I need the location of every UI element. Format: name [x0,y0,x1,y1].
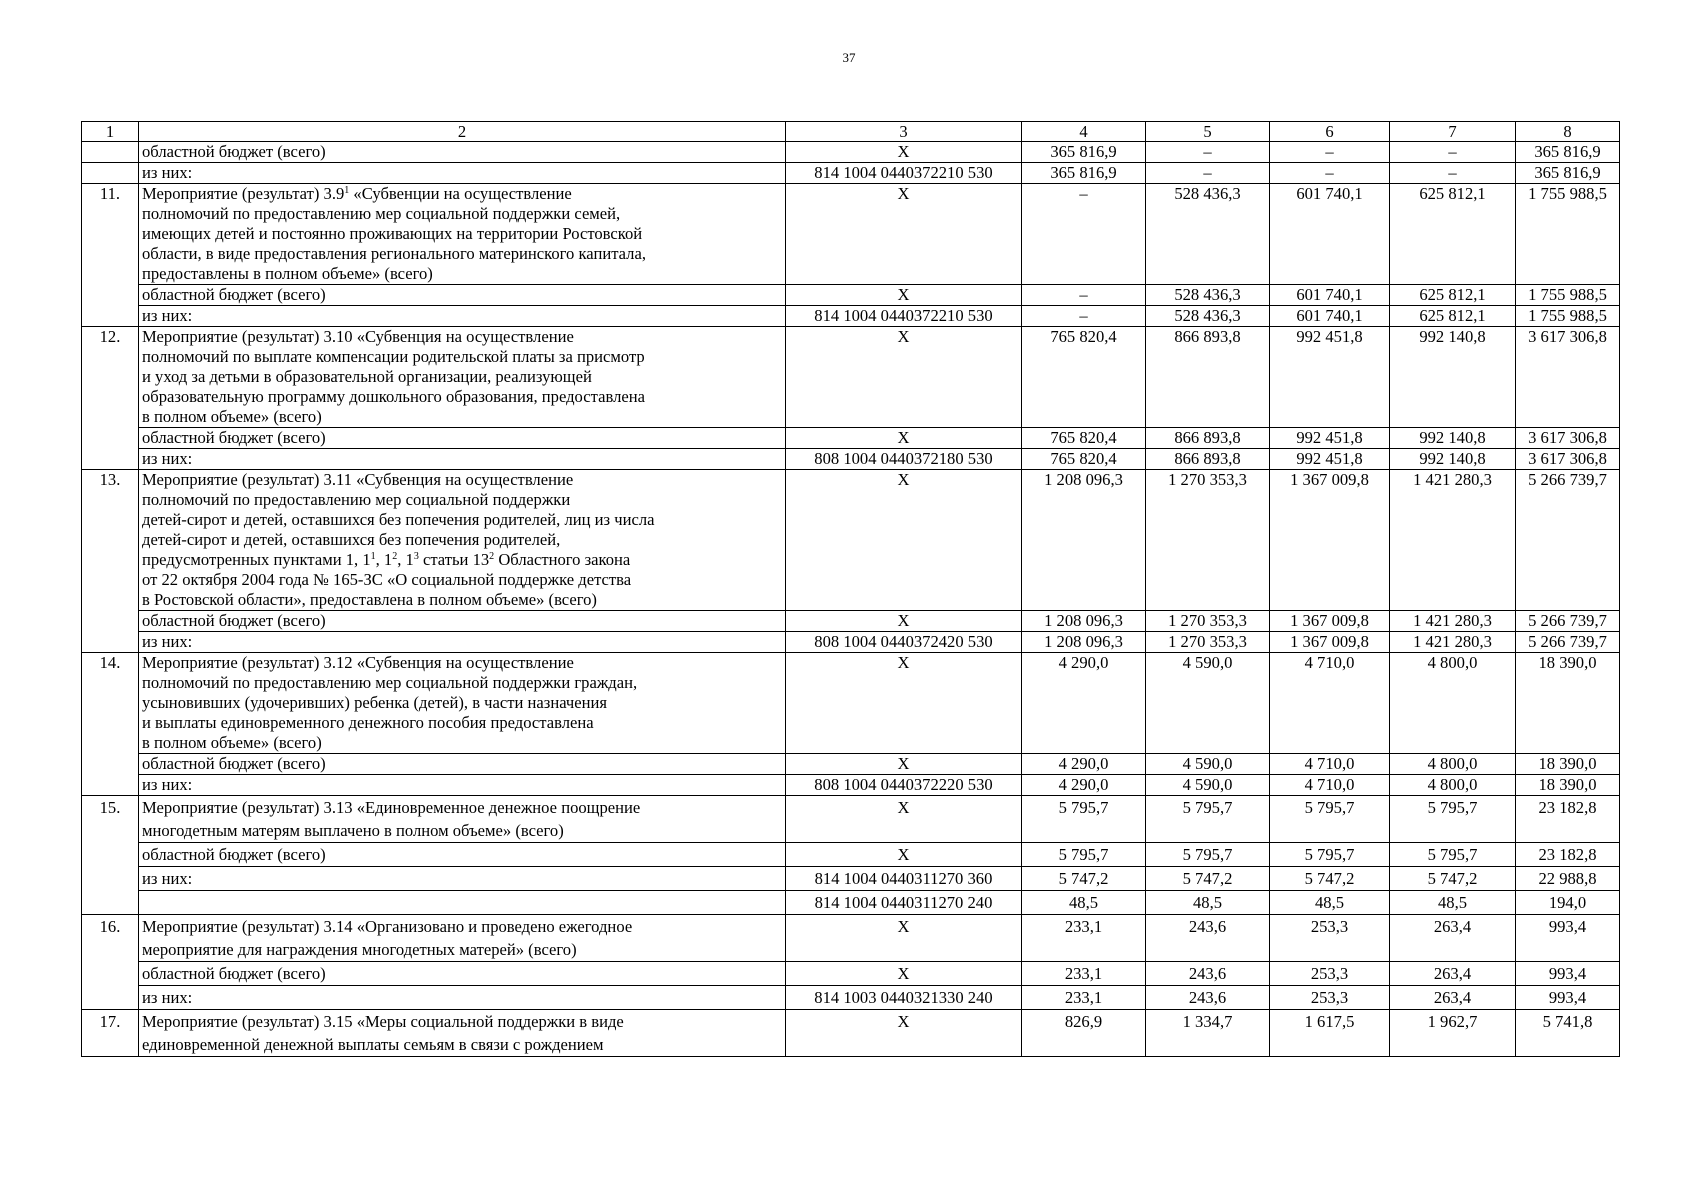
budget-subrow [82,986,1620,1010]
value-cell: 5 747,2 [1146,867,1270,891]
value-cell: – [1022,184,1146,285]
description-text: полномочий по предоставлению мер социальной поддержки граждан, [142,673,638,692]
description-text: предоставлены в полном объеме» (всего) [142,264,433,283]
value-cell: 601 740,1 [1270,184,1390,285]
value-cell: 5 795,7 [1270,843,1390,867]
value-cell: 992 140,8 [1390,449,1516,470]
row-label: из них: [139,986,786,1010]
row-number-cell [82,142,139,163]
value-cell: 765 820,4 [1022,449,1146,470]
budget-code: 808 1004 0440372180 530 [786,449,1022,470]
value-cell: 4 590,0 [1146,754,1270,775]
value-cell: 1 367 009,8 [1270,470,1390,611]
description-text: мероприятие для награждения многодетных матерей» (всего) [142,940,577,959]
value-cell: 253,3 [1270,986,1390,1010]
value-cell: 253,3 [1270,962,1390,986]
description-line [142,570,782,590]
budget-code: X [786,754,1022,775]
budget-code: X [786,843,1022,867]
item-description [139,915,786,962]
budget-subrow [82,891,1620,915]
value-cell: 601 740,1 [1270,306,1390,327]
value-cell: 23 182,8 [1516,843,1620,867]
value-cell: 5 741,8 [1516,1010,1620,1057]
value-cell: 1 270 353,3 [1146,632,1270,653]
description-line [142,938,782,961]
budget-subrow [82,962,1620,986]
value-cell: 1 208 096,3 [1022,632,1146,653]
value-cell: 365 816,9 [1022,142,1146,163]
description-line [142,915,782,938]
budget-code: X [786,915,1022,962]
value-cell: 4 710,0 [1270,754,1390,775]
description-text: Мероприятие (результат) 3.10 «Субвенция на осуществление [142,327,574,346]
budget-code: X [786,285,1022,306]
row-label [139,891,786,915]
description-line [142,733,782,753]
budget-code: 814 1004 0440311270 360 [786,867,1022,891]
value-cell: 1 421 280,3 [1390,632,1516,653]
value-cell: 5 795,7 [1022,843,1146,867]
value-cell: 1 270 353,3 [1146,470,1270,611]
value-cell: 48,5 [1390,891,1516,915]
budget-code: X [786,962,1022,986]
budget-item-row [82,470,1620,611]
value-cell: 992 451,8 [1270,327,1390,428]
value-cell: 1 617,5 [1270,1010,1390,1057]
description-text: , 1 [397,550,414,569]
row-label: областной бюджет (всего) [139,962,786,986]
budget-code: 814 1004 0440372210 530 [786,306,1022,327]
description-text: детей-сирот и детей, оставшихся без попечения родителей, лиц из числа [142,510,655,529]
value-cell: 243,6 [1146,962,1270,986]
description-text: «Субвенции на осуществление [349,184,572,203]
value-cell: 4 590,0 [1146,775,1270,796]
value-cell: 866 893,8 [1146,428,1270,449]
budget-code: 808 1004 0440372220 530 [786,775,1022,796]
header-cell: 4 [1022,122,1146,142]
row-label: из них: [139,867,786,891]
page-number: 37 [842,50,856,65]
description-line [142,550,782,570]
description-text: имеющих детей и постоянно проживающих на территории Ростовской [142,224,643,243]
value-cell: 625 812,1 [1390,285,1516,306]
value-cell: 1 421 280,3 [1390,470,1516,611]
description-text: Мероприятие (результат) 3.12 «Субвенция на осуществление [142,653,574,672]
value-cell: 765 820,4 [1022,428,1146,449]
budget-subrow [82,754,1620,775]
value-cell: 1 755 988,5 [1516,285,1620,306]
description-line [142,387,782,407]
row-label: областной бюджет (всего) [139,611,786,632]
item-description [139,796,786,843]
value-cell: 601 740,1 [1270,285,1390,306]
description-text: Мероприятие (результат) 3.11 «Субвенция на осуществление [142,470,574,489]
value-cell: 22 988,8 [1516,867,1620,891]
description-line [142,347,782,367]
value-cell: 992 451,8 [1270,428,1390,449]
budget-item-row [82,327,1620,428]
value-cell: 992 140,8 [1390,327,1516,428]
description-line [142,819,782,842]
row-number: 13. [82,470,139,653]
description-line [142,244,782,264]
value-cell: 826,9 [1022,1010,1146,1057]
value-cell: 1 962,7 [1390,1010,1516,1057]
item-description [139,184,786,285]
description-line [142,490,782,510]
header-cell: 1 [82,122,139,142]
value-cell: – [1146,163,1270,184]
value-cell: 5 795,7 [1270,796,1390,843]
value-cell: 4 800,0 [1390,653,1516,754]
value-cell: 4 590,0 [1146,653,1270,754]
row-label: из них: [139,163,786,184]
value-cell: 5 747,2 [1390,867,1516,891]
value-cell: 5 747,2 [1022,867,1146,891]
description-text: полномочий по выплате компенсации родительской платы за присмотр [142,347,645,366]
budget-code: X [786,796,1022,843]
description-line [142,224,782,244]
value-cell: 992 140,8 [1390,428,1516,449]
description-text: и уход за детьми в образовательной организации, реализующей [142,367,592,386]
value-cell: 1 208 096,3 [1022,470,1146,611]
description-line [142,510,782,530]
value-cell: 765 820,4 [1022,327,1146,428]
description-text: Мероприятие (результат) 3.13 «Единовременное денежное поощрение [142,798,641,817]
value-cell: 5 795,7 [1022,796,1146,843]
row-label: областной бюджет (всего) [139,754,786,775]
value-cell: 528 436,3 [1146,285,1270,306]
value-cell: 625 812,1 [1390,184,1516,285]
value-cell: – [1022,285,1146,306]
budget-table [81,121,1620,1057]
description-text: Мероприятие (результат) 3.15 «Меры социальной поддержки в виде [142,1012,624,1031]
value-cell: 243,6 [1146,915,1270,962]
row-label: областной бюджет (всего) [139,142,786,163]
budget-code: 814 1003 0440321330 240 [786,986,1022,1010]
value-cell: 993,4 [1516,986,1620,1010]
budget-subrow [82,867,1620,891]
description-line [142,184,782,204]
value-cell: 4 290,0 [1022,775,1146,796]
value-cell: 365 816,9 [1516,142,1620,163]
row-label: областной бюджет (всего) [139,843,786,867]
value-cell: 1 334,7 [1146,1010,1270,1057]
value-cell: 48,5 [1270,891,1390,915]
description-line [142,1010,782,1033]
budget-item-row [82,653,1620,754]
budget-code: 808 1004 0440372420 530 [786,632,1022,653]
value-cell: 5 266 739,7 [1516,611,1620,632]
value-cell: – [1270,163,1390,184]
superscript: 2 [392,551,398,562]
value-cell: 233,1 [1022,986,1146,1010]
description-line [142,1033,782,1056]
value-cell: 4 290,0 [1022,653,1146,754]
value-cell: 866 893,8 [1146,327,1270,428]
budget-item-row [82,796,1620,843]
description-line [142,693,782,713]
value-cell: 233,1 [1022,962,1146,986]
value-cell: 194,0 [1516,891,1620,915]
budget-subrow [82,775,1620,796]
budget-subrow [82,611,1620,632]
description-text: от 22 октября 2004 года № 165-ЗС «О социальной поддержке детства [142,570,632,589]
description-line [142,407,782,427]
budget-code: 814 1004 0440372210 530 [786,163,1022,184]
value-cell: 4 290,0 [1022,754,1146,775]
item-description [139,653,786,754]
value-cell: – [1390,142,1516,163]
description-text: предусмотренных пунктами 1, 1 [142,550,371,569]
description-text: Областного закона [494,550,631,569]
description-text: области, в виде предоставления регионального материнского капитала, [142,244,646,263]
description-line [142,590,782,610]
item-description [139,327,786,428]
value-cell: 3 617 306,8 [1516,449,1620,470]
value-cell: 243,6 [1146,986,1270,1010]
value-cell: 5 795,7 [1390,796,1516,843]
value-cell: – [1146,142,1270,163]
budget-item-row [82,915,1620,962]
budget-code: X [786,428,1022,449]
value-cell: 263,4 [1390,986,1516,1010]
description-line [142,713,782,733]
value-cell: 866 893,8 [1146,449,1270,470]
row-number: 12. [82,327,139,470]
description-text: в полном объеме» (всего) [142,733,322,752]
row-number: 15. [82,796,139,915]
description-text: статьи 13 [418,550,490,569]
value-cell: 993,4 [1516,915,1620,962]
value-cell: 5 747,2 [1270,867,1390,891]
value-cell: 4 710,0 [1270,653,1390,754]
row-number: 11. [82,184,139,327]
description-line [142,367,782,387]
value-cell: 48,5 [1146,891,1270,915]
item-description [139,470,786,611]
budget-subrow [82,306,1620,327]
budget-code: 814 1004 0440311270 240 [786,891,1022,915]
description-text: детей-сирот и детей, оставшихся без попечения родителей, [142,530,561,549]
value-cell: 1 367 009,8 [1270,611,1390,632]
description-text: в полном объеме» (всего) [142,407,322,426]
row-label: областной бюджет (всего) [139,428,786,449]
budget-code: X [786,142,1022,163]
value-cell: 5 266 739,7 [1516,632,1620,653]
budget-code: X [786,470,1022,611]
budget-subrow [82,428,1620,449]
description-text: усыновивших (удочеривших) ребенка (детей), в части назначения [142,693,608,712]
value-cell: – [1270,142,1390,163]
description-line [142,530,782,550]
value-cell: 253,3 [1270,915,1390,962]
budget-subrow [82,632,1620,653]
row-label: из них: [139,306,786,327]
budget-subrow [82,163,1620,184]
value-cell: 18 390,0 [1516,775,1620,796]
value-cell: 3 617 306,8 [1516,327,1620,428]
budget-subrow [82,142,1620,163]
value-cell: 1 755 988,5 [1516,184,1620,285]
value-cell: 528 436,3 [1146,184,1270,285]
description-text: полномочий по предоставлению мер социальной поддержки [142,490,571,509]
value-cell: 528 436,3 [1146,306,1270,327]
value-cell: 233,1 [1022,915,1146,962]
description-line [142,796,782,819]
header-cell: 8 [1516,122,1620,142]
value-cell: 4 800,0 [1390,754,1516,775]
description-line [142,264,782,284]
value-cell: 365 816,9 [1022,163,1146,184]
description-line [142,653,782,673]
row-number-cell [82,163,139,184]
header-cell: 3 [786,122,1022,142]
description-text: в Ростовской области», предоставлена в полном объеме» (всего) [142,590,597,609]
value-cell: 1 421 280,3 [1390,611,1516,632]
value-cell: 3 617 306,8 [1516,428,1620,449]
description-text: Мероприятие (результат) 3.9 [142,184,345,203]
value-cell: 993,4 [1516,962,1620,986]
value-cell: 625 812,1 [1390,306,1516,327]
value-cell: 5 795,7 [1146,843,1270,867]
value-cell: 4 710,0 [1270,775,1390,796]
value-cell: 5 795,7 [1390,843,1516,867]
value-cell: 263,4 [1390,962,1516,986]
description-text: , 1 [375,550,393,569]
value-cell: 992 451,8 [1270,449,1390,470]
budget-code: X [786,611,1022,632]
value-cell: 5 266 739,7 [1516,470,1620,611]
value-cell: – [1022,306,1146,327]
description-text: единовременной денежной выплаты семьям в связи с рождением [142,1035,604,1054]
value-cell: 1 208 096,3 [1022,611,1146,632]
header-cell: 2 [139,122,786,142]
description-text: полномочий по предоставлению мер социальной поддержки семей, [142,204,621,223]
description-line [142,673,782,693]
budget-item-row [82,1010,1620,1057]
row-number: 16. [82,915,139,1010]
row-label: из них: [139,632,786,653]
description-line [142,204,782,224]
description-line [142,327,782,347]
description-text: Мероприятие (результат) 3.14 «Организовано и проведено ежегодное [142,917,633,936]
budget-subrow [82,843,1620,867]
value-cell: 4 800,0 [1390,775,1516,796]
value-cell: 5 795,7 [1146,796,1270,843]
value-cell: 263,4 [1390,915,1516,962]
value-cell: 23 182,8 [1516,796,1620,843]
header-cell: 7 [1390,122,1516,142]
description-text: и выплаты единовременного денежного пособия предоставлена [142,713,594,732]
description-text: образовательную программу дошкольного образования, предоставлена [142,387,645,406]
budget-item-row [82,184,1620,285]
budget-code: X [786,327,1022,428]
row-label: областной бюджет (всего) [139,285,786,306]
description-line [142,470,782,490]
budget-code: X [786,1010,1022,1057]
row-label: из них: [139,449,786,470]
item-description [139,1010,786,1057]
header-row [82,122,1620,142]
row-label: из них: [139,775,786,796]
row-number: 14. [82,653,139,796]
superscript: 3 [413,551,419,562]
budget-code: X [786,653,1022,754]
superscript: 2 [489,551,495,562]
description-text: многодетным матерям выплачено в полном объеме» (всего) [142,821,564,840]
header-cell: 6 [1270,122,1390,142]
budget-subrow [82,449,1620,470]
budget-subrow [82,285,1620,306]
budget-code: X [786,184,1022,285]
row-number: 17. [82,1010,139,1057]
value-cell: 1 755 988,5 [1516,306,1620,327]
value-cell: – [1390,163,1516,184]
value-cell: 18 390,0 [1516,653,1620,754]
value-cell: 48,5 [1022,891,1146,915]
superscript: 1 [370,551,376,562]
superscript: 1 [344,185,350,196]
header-cell: 5 [1146,122,1270,142]
value-cell: 1 367 009,8 [1270,632,1390,653]
value-cell: 365 816,9 [1516,163,1620,184]
value-cell: 18 390,0 [1516,754,1620,775]
value-cell: 1 270 353,3 [1146,611,1270,632]
